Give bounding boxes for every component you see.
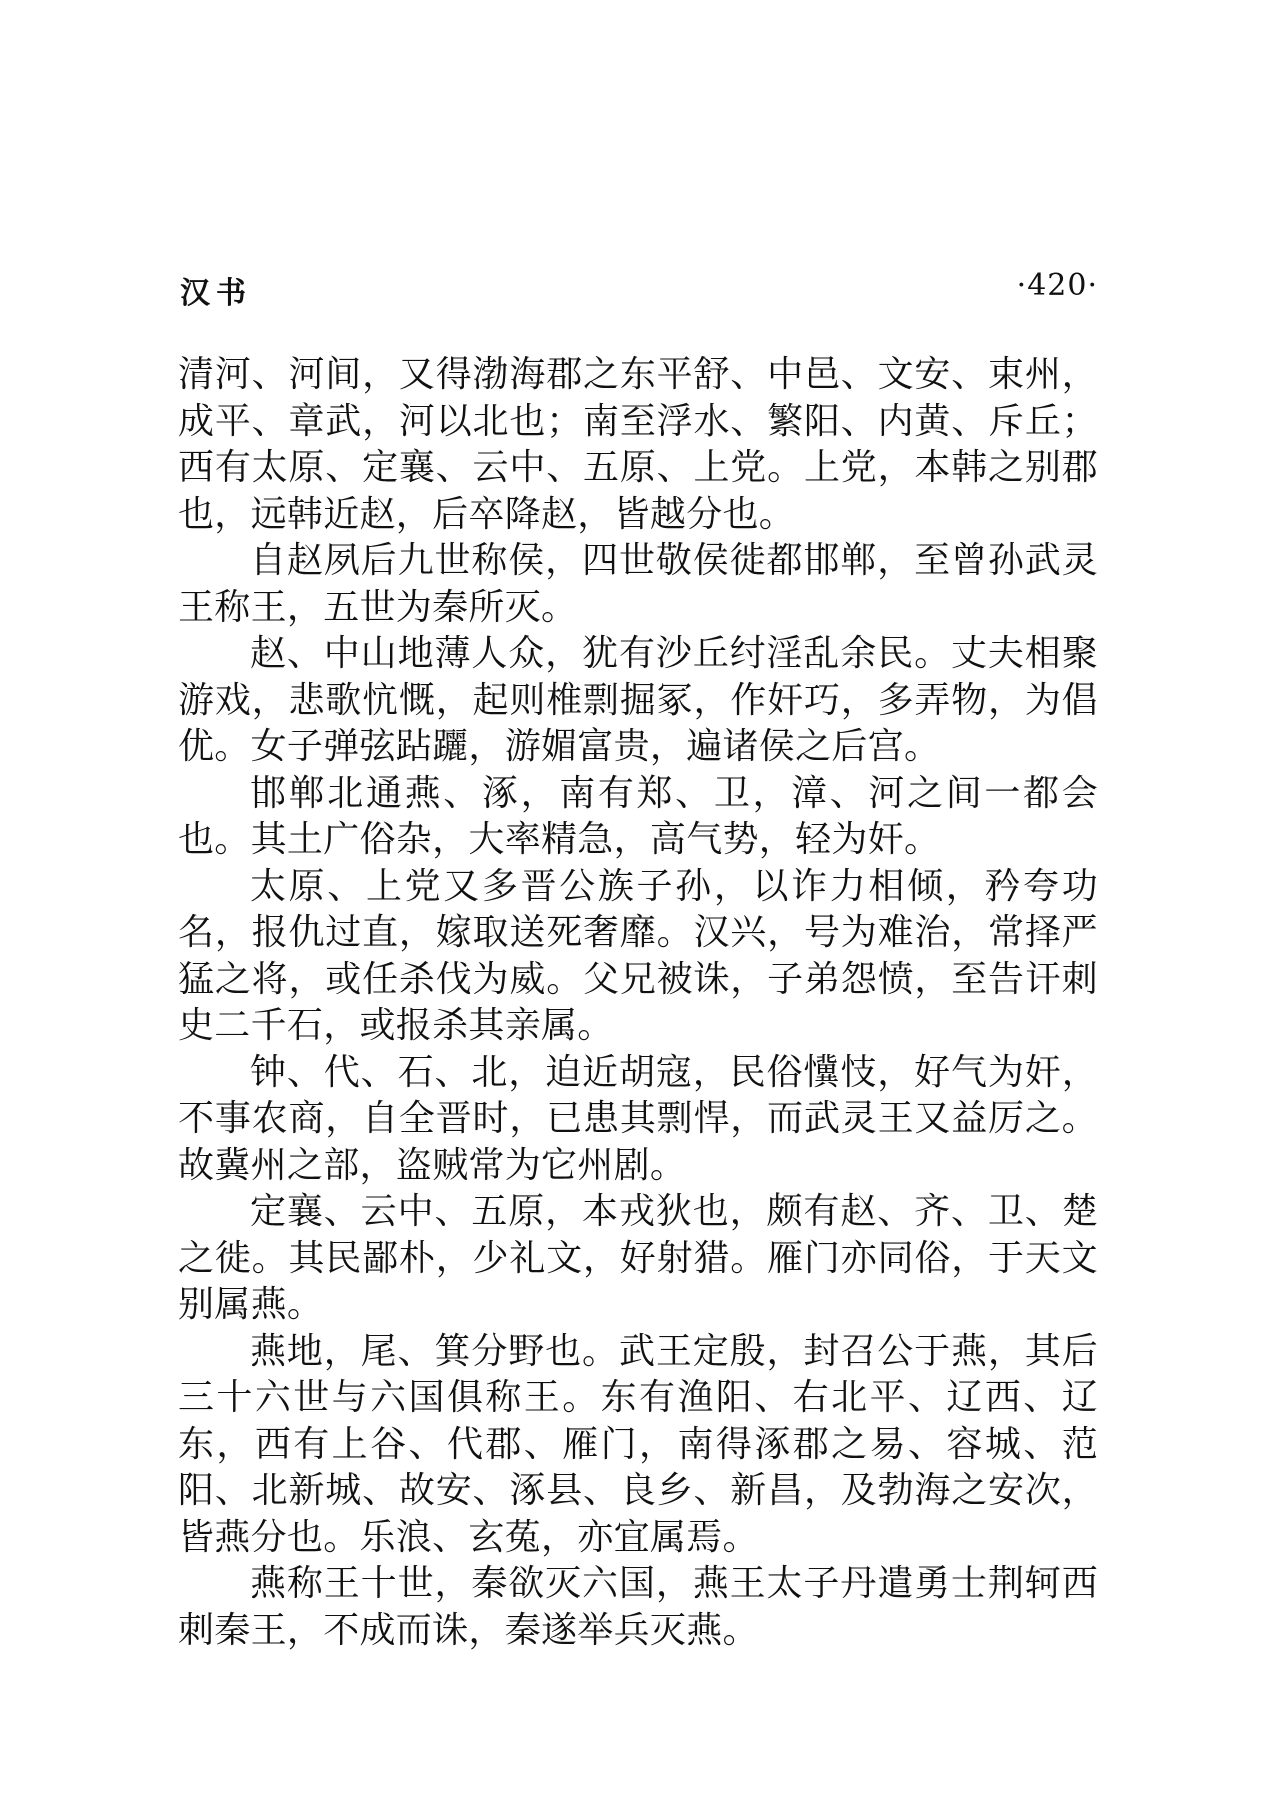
paragraph: 赵、中山地薄人众，犹有沙丘纣淫乱余民。丈夫相聚游戏，悲歌忼慨，起则椎剽掘冢，作奸巧，多弄物，为倡优。女子弹弦跕躧，游媚富贵，遍诸侯之后宫。 [178, 633, 1098, 767]
paragraph: 自赵夙后九世称侯，四世敬侯徙都邯郸，至曾孙武灵王称王，五世为秦所灭。 [178, 540, 1098, 628]
paragraph: 钟、代、石、北，迫近胡寇，民俗懻忮，好气为奸，不事农商，自全晋时，已患其剽悍，而武灵王又益厉之。故冀州之部，盗贼常为它州剧。 [178, 1051, 1098, 1186]
page-number: ·420· [1016, 268, 1098, 303]
body-text [178, 352, 1098, 1654]
paragraph-continuation: 清河、河间，又得渤海郡之东平舒、中邑、文安、束州，成平、章武，河以北也；南至浮水、繁阳、内黄、斥丘；西有太原、定襄、云中、五原、上党。上党，本韩之别郡也，远韩近赵，后卒降赵，皆越分也。 [178, 354, 1098, 535]
paragraph: 太原、上党又多晋公族子孙，以诈力相倾，矜夸功名，报仇过直，嫁取送死奢靡。汉兴，号为难治，常择严猛之将，或任杀伐为威。父兄被诛，子弟怨愤，至告讦刺史二千石，或报杀其亲属。 [178, 865, 1098, 1046]
running-header [180, 268, 1098, 312]
paragraph: 邯郸北通燕、涿，南有郑、卫，漳、河之间一都会也。其土广俗杂，大率精急，高气势，轻为奸。 [178, 772, 1098, 860]
book-title: 汉书 [180, 276, 252, 311]
paragraph: 定襄、云中、五原，本戎狄也，颇有赵、齐、卫、楚之徙。其民鄙朴，少礼文，好射猎。雁门亦同俗，于天文别属燕。 [178, 1191, 1098, 1325]
paragraph: 燕地，尾、箕分野也。武王定殷，封召公于燕，其后三十六世与六国俱称王。东有渔阳、右北平、辽西、辽东，西有上谷、代郡、雁门，南得涿郡之易、容城、范阳、北新城、故安、涿县、良乡、新昌，及勃海之安次，皆燕分也。乐浪、玄菟，亦宜属焉。 [178, 1330, 1098, 1558]
paragraph: 燕称王十世，秦欲灭六国，燕王太子丹遣勇士荆轲西刺秦王，不成而诛，秦遂举兵灭燕。 [178, 1563, 1098, 1651]
